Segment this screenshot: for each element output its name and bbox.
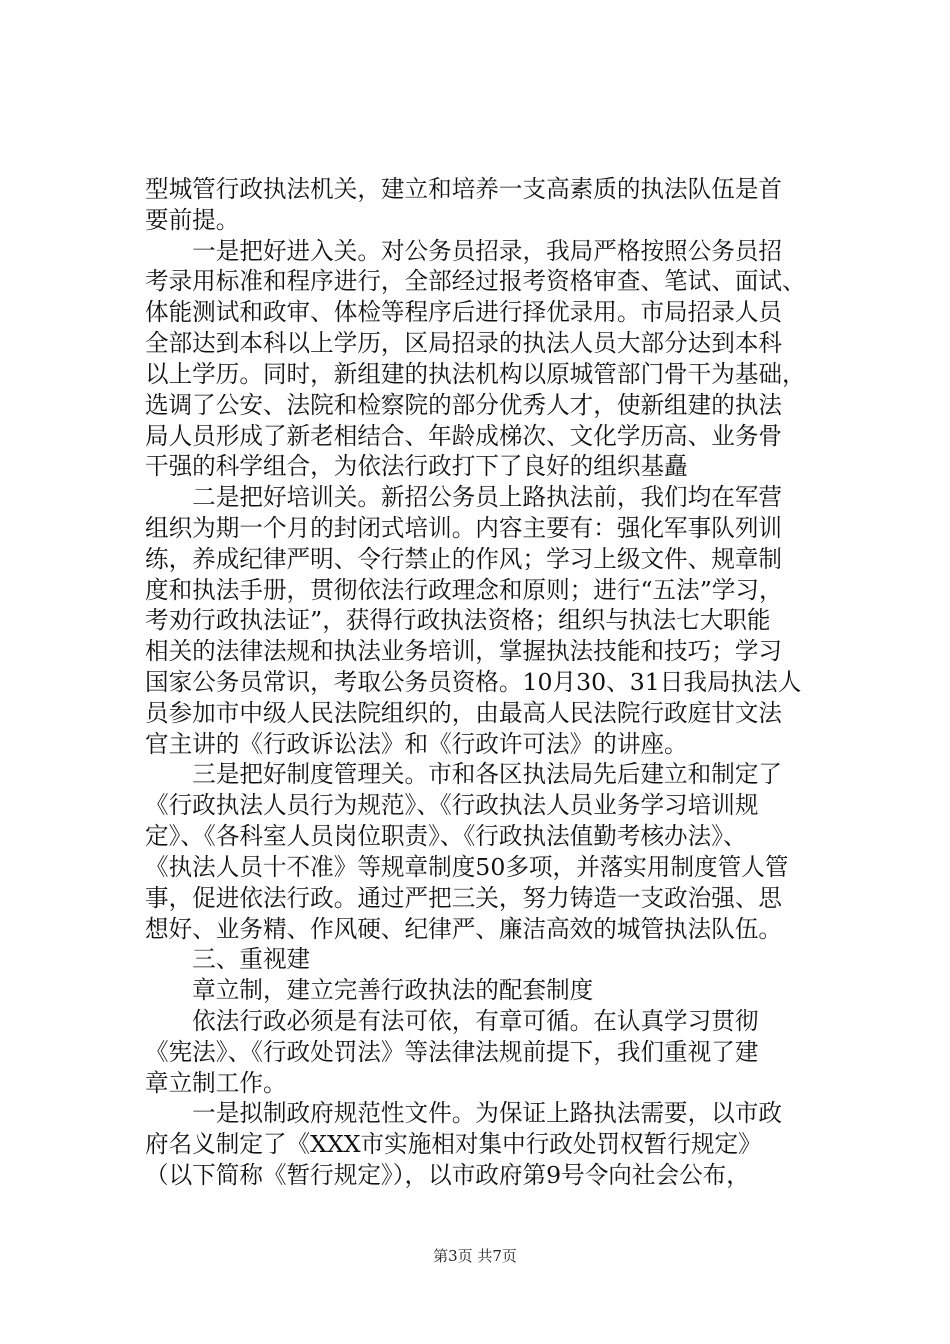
text-line: 局人员形成了新老相结合、年龄成梯次、文化学历高、业务骨 [145,422,783,450]
text-line: 全部达到本科以上学历，区局招录的执法人员大部分达到本科 [145,329,783,357]
page-number-footer: 第3页 共7页 [433,1247,517,1265]
text-line: 练，养成纪律严明、令行禁止的作风；学习上级文件、规章制 [145,545,783,573]
section-heading: 三、重视建 [145,945,311,973]
text-line: 组织为期一个月的封闭式培训。内容主要有：强化军事队列训 [145,514,783,542]
text-line: （以下简称《暂行规定》），以市政府第9号令向社会公布， [145,1161,750,1189]
text-line: 考劝行政执法证”，获得行政执法资格；组织与执法七大职能 [145,606,771,634]
text-line: 依法行政必须是有法可依，有章可循。在认真学习贯彻 [145,1007,759,1035]
text-line: 以上学历。同时，新组建的执法机构以原城管部门骨干为基础， [145,360,806,388]
text-line: 一是拟制政府规范性文件。为保证上路执法需要，以市政 [145,1099,783,1127]
section-heading: 章立制，建立完善行政执法的配套制度 [145,976,594,1004]
text-line: 国家公务员常识，考取公务员资格。10月30、31日我局执法人 [145,668,802,696]
text-line: 要前提。 [145,206,240,234]
text-line: 干强的科学组合，为依法行政打下了良好的组织基矗 [145,452,688,480]
text-line: 《行政执法人员行为规范》、《行政执法人员业务学习培训规 [145,791,759,819]
text-line: 选调了公安、法院和检察院的部分优秀人才，使新组建的执法 [145,391,783,419]
text-line: 想好、业务精、作风硬、纪律严、廉洁高效的城管执法队伍。 [145,915,783,943]
text-line: 府名义制定了《XXX市实施相对集中行政处罚权暂行规定》 [145,1130,762,1158]
text-line: 二是把好培训关。新招公务员上路执法前，我们均在军营 [145,483,783,511]
text-line: 一是把好进入关。对公务员招录，我局严格按照公务员招 [145,237,783,265]
text-line: 三是把好制度管理关。市和各区执法局先后建立和制定了 [145,760,783,788]
text-line: 《宪法》、《行政处罚法》等法律法规前提下，我们重视了建 [145,1038,759,1066]
text-line: 《执法人员十不准》等规章制度50多项，并落实用制度管人管 [145,853,789,881]
text-line: 型城管行政执法机关，建立和培养一支高素质的执法队伍是首 [145,175,783,203]
text-line: 员参加市中级人民法院组织的，由最高人民法院行政庭甘文法 [145,699,783,727]
text-line: 官主讲的《行政诉讼法》和《行政许可法》的讲座。 [145,730,688,758]
text-line: 度和执法手册，贯彻依法行政理念和原则；进行“五法”学习， [145,576,783,604]
text-line: 体能测试和政审、体检等程序后进行择优录用。市局招录人员 [145,298,783,326]
text-line: 考录用标准和程序进行，全部经过报考资格审查、笔试、面试、 [145,267,806,295]
text-line: 定》、《各科室人员岗位职责》、《行政执法值勤考核办法》、 [145,822,747,850]
text-line: 章立制工作。 [145,1069,287,1097]
text-line: 相关的法律法规和执法业务培训，掌握执法技能和技巧；学习 [145,637,783,665]
text-line: 事，促进依法行政。通过严把三关，努力铸造一支政治强、思 [145,884,783,912]
